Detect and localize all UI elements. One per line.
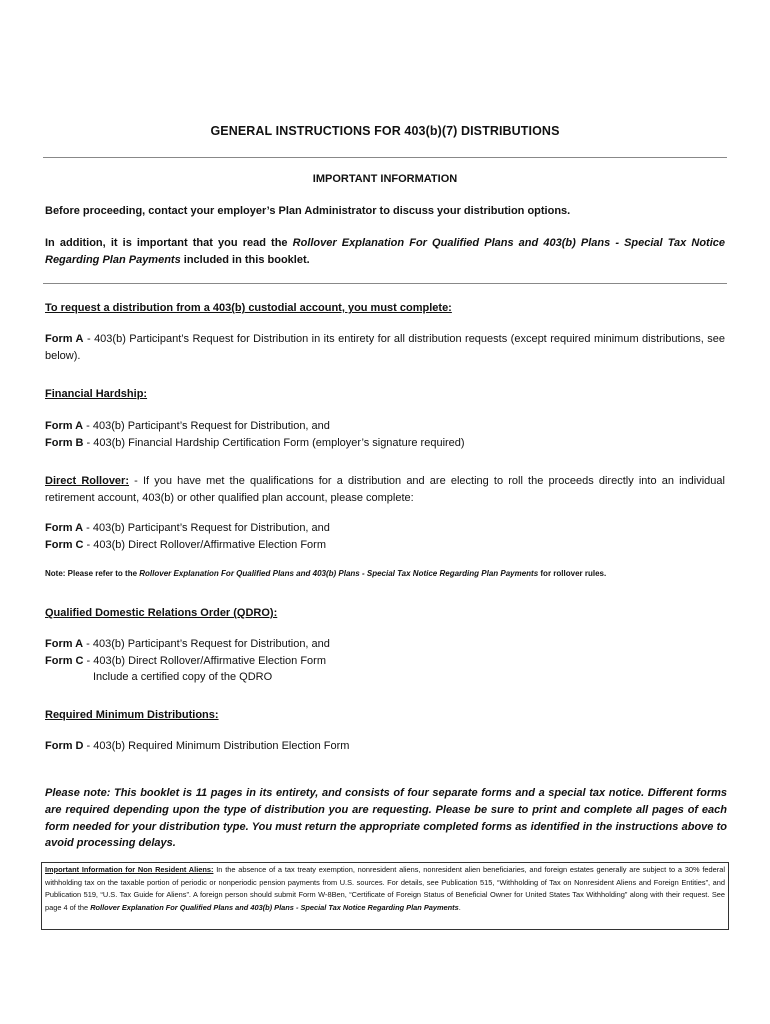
form-a-label: Form A [45, 638, 84, 650]
rollover-paragraph [45, 473, 725, 506]
intro-addition [45, 235, 725, 268]
nonresident-italic: Rollover Explanation For Qualified Plans and 403(b) Plans - Special Tax Notice Regarding Plan Payments [90, 902, 459, 912]
intro-before: Before proceeding, contact your employer’s Plan Administrator to discuss your distribution options. [45, 205, 571, 217]
custodial-form-a [45, 331, 725, 364]
form-c-text: - 403(b) Direct Rollover/Affirmative Election Form [83, 538, 326, 551]
hardship-heading [45, 386, 725, 403]
form-d-text: - 403(b) Required Minimum Distribution Election Form [83, 740, 350, 752]
intro-addition-italic: Rollover Explanation For Qualified Plans and 403(b) Plans - Special Tax Notice Regarding Plan Payments [45, 237, 725, 266]
intro-addition-post: included in this booklet. [180, 253, 310, 266]
important-heading: IMPORTANT INFORMATION [312, 173, 458, 185]
rollover-text: - If you have met the qualifications for a distribution and are electing to roll the proceeds directly into an individual retirement account, 403(b) or other qualified plan account, please complete: [45, 475, 725, 504]
hardship-forms [45, 418, 725, 451]
form-a-label: Form A [45, 420, 84, 432]
qdro-heading [45, 605, 725, 622]
note-italic: Rollover Explanation For Qualified Plans and 403(b) Plans - Special Tax Notice Regarding Plan Payments [139, 569, 539, 578]
form-c-text: - 403(b) Direct Rollover/Affirmative Election Form [83, 654, 326, 667]
note-pre: Note: Please refer to the [45, 569, 140, 578]
rollover-heading: Direct Rollover: [45, 475, 129, 487]
rollover-note [45, 568, 735, 580]
qdro-heading-text: Qualified Domestic Relations Order (QDRO): [45, 607, 278, 619]
form-a-text: - 403(b) Participant’s Request for Distribution in its entirety for all distribution requests (except required minimum distributions, see below). [45, 333, 725, 362]
form-b-label: Form B [45, 436, 84, 449]
rmd-heading-text: Required Minimum Distributions: [45, 709, 219, 721]
form-a-text: - 403(b) Participant’s Request for Distribution, and [83, 522, 330, 534]
nonresident-end: . [458, 902, 461, 912]
form-a-text: - 403(b) Participant’s Request for Distribution, and [83, 638, 330, 650]
custodial-heading [45, 300, 725, 317]
intro-addition-pre: In addition, it is important that you read the [45, 237, 293, 249]
form-c-label: Form C [45, 538, 84, 551]
divider [43, 157, 727, 158]
form-a-label: Form A [45, 333, 84, 345]
divider [43, 283, 727, 284]
note-post: for rollover rules. [538, 569, 607, 578]
rollover-forms [45, 520, 725, 553]
rmd-forms [45, 738, 725, 755]
form-b-text: - 403(b) Financial Hardship Certification Form (employer’s signature required) [83, 436, 465, 449]
please-note: Please note: This booklet is 11 pages in its entirety, and consists of four separate forms and a special tax notice. Different forms are required depending upon the type of distribution you are requesting. Please be sure to print and complete all pages of each form needed for your distribution type. You must return the appropriate completed forms as identified in the instructions above to avoid processing delays. [45, 787, 727, 850]
rmd-heading [45, 707, 725, 724]
form-a-text: - 403(b) Participant’s Request for Distribution, and [83, 420, 330, 432]
custodial-heading-text: To request a distribution from a 403(b) custodial account, you must complete: [45, 302, 452, 314]
qdro-certified-copy: Include a certified copy of the QDRO [93, 671, 273, 683]
qdro-forms [45, 636, 725, 686]
nonresident-text [45, 864, 725, 914]
nonresident-body: In the absence of a tax treaty exemption, nonresident aliens, nonresident alien beneficiaries, and foreign estates generally are subject to a 30% federal withholding tax on the taxable portion of periodic or nonperiodic pension payments from U.S. sources. For details, see Publication 515, “Withholding of Tax on Nonresident Aliens and Foreign Entities”, and Publication 519, “U.S. Tax Guide for Aliens”. A foreign person should submit Form W-8Ben, “Certificate of Foreign Status of Beneficial Owner for United States Tax Withholding” along with their request. See page 4 of the [45, 865, 725, 912]
hardship-heading-text: Financial Hardship: [45, 388, 148, 400]
form-a-label: Form A [45, 522, 84, 534]
page-title: GENERAL INSTRUCTIONS FOR 403(b)(7) DISTRIBUTIONS [210, 124, 560, 138]
form-c-label: Form C [45, 654, 84, 667]
form-d-label: Form D [45, 740, 84, 752]
nonresident-heading: Important Information for Non Resident Aliens: [45, 865, 214, 874]
